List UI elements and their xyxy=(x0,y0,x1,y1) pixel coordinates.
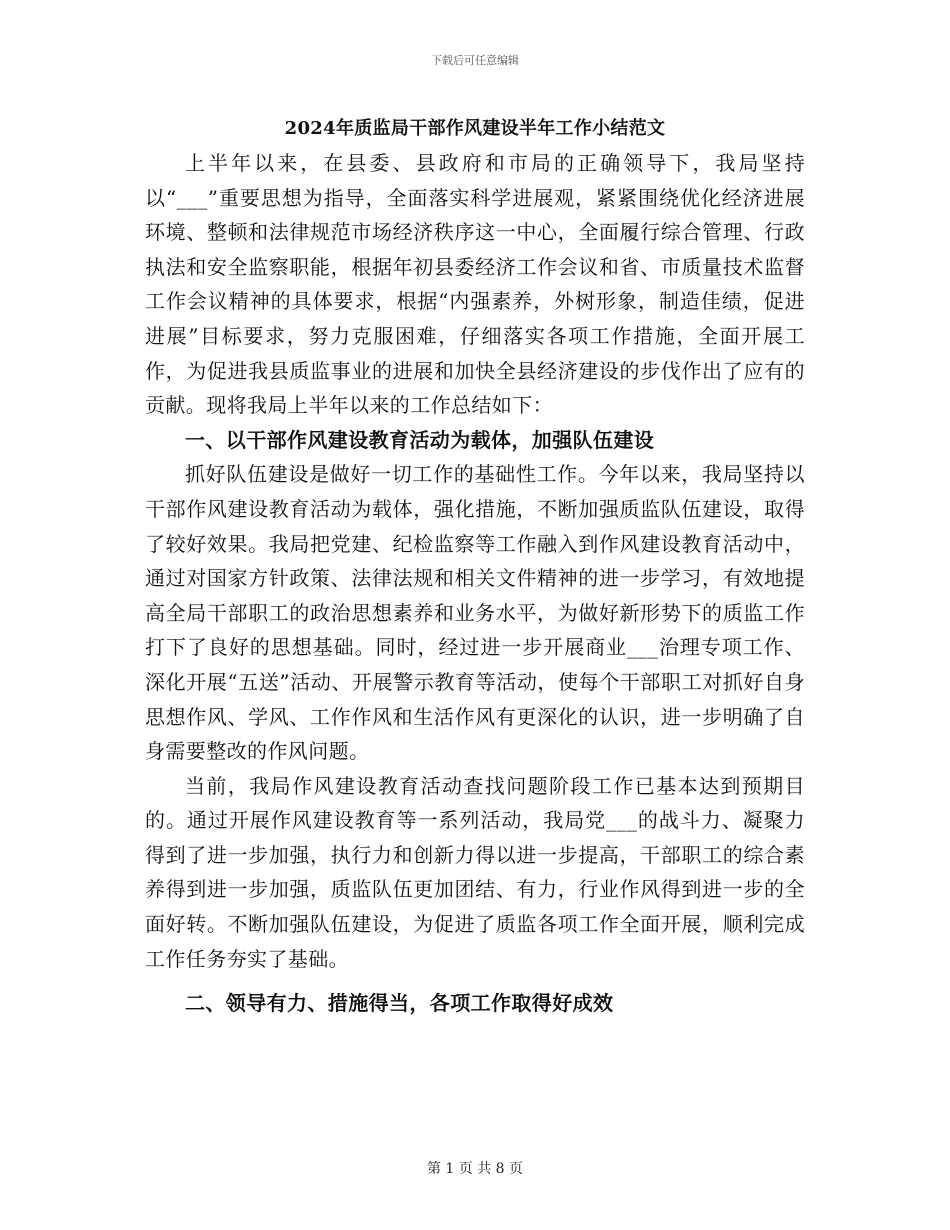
section-1-paragraph-2: 当前，我局作风建设教育活动查找问题阶段工作已基本达到预期目的。通过开展作风建设教育等一系列活动，我局党___的战斗力、凝聚力得到了进一步加强，执行力和创新力得以进一步提高，干部职工的综合素养得到进一步加强，质监队伍更加团结、有力，行业作风得到进一步的全面好转。不断加强队伍建设，为促进了质监各项工作全面开展，顺利完成工作任务夯实了基础。 xyxy=(145,773,805,971)
section-1-paragraph-1: 抓好队伍建设是做好一切工作的基础性工作。今年以来，我局坚持以干部作风建设教育活动为载体，强化措施，不断加强质监队伍建设，取得了较好效果。我局把党建、纪检监察等工作融入到作风建设教育活动中，通过对国家方针政策、法律法规和相关文件精神的进一步学习，有效地提高全局干部职工的政治思想素养和业务水平，为做好新形势下的质监工作打下了良好的思想基础。同时，经过进一步开展商业___治理专项工作、深化开展“五送”活动、开展警示教育等活动，使每个干部职工对抓好自身思想作风、学风、工作作风和生活作风有更深化的认识，进一步明确了自身需要整改的作风问题。 xyxy=(145,462,805,764)
document-body xyxy=(145,146,805,1021)
document-title: 2024年质监局干部作风建设半年工作小结范文 xyxy=(284,118,666,139)
page-header-note: 下载后可任意编辑 xyxy=(431,54,519,67)
section-1-heading: 一、以干部作风建设教育活动为载体，加强队伍建设 xyxy=(185,427,655,452)
section-2-heading: 二、领导有力、措施得当，各项工作取得好成效 xyxy=(185,991,614,1016)
page-number-footer: 第 1 页 共 8 页 xyxy=(426,1161,524,1177)
intro-paragraph: 上半年以来，在县委、县政府和市局的正确领导下，我局坚持以“___”重要思想为指导，全面落实科学进展观，紧紧围绕优化经济进展环境、整顿和法律规范市场经济秩序这一中心，全面履行综合管理、行政执法和安全监察职能，根据年初县委经济工作会议和省、市质量技术监督工作会议精神的具体要求，根据“内强素养，外树形象，制造佳绩，促进进展”目标要求，努力克服困难，仔细落实各项工作措施，全面开展工作，为促进我县质监事业的进展和加快全县经济建设的步伐作出了应有的贡献。现将我局上半年以来的工作总结如下： xyxy=(145,151,805,418)
